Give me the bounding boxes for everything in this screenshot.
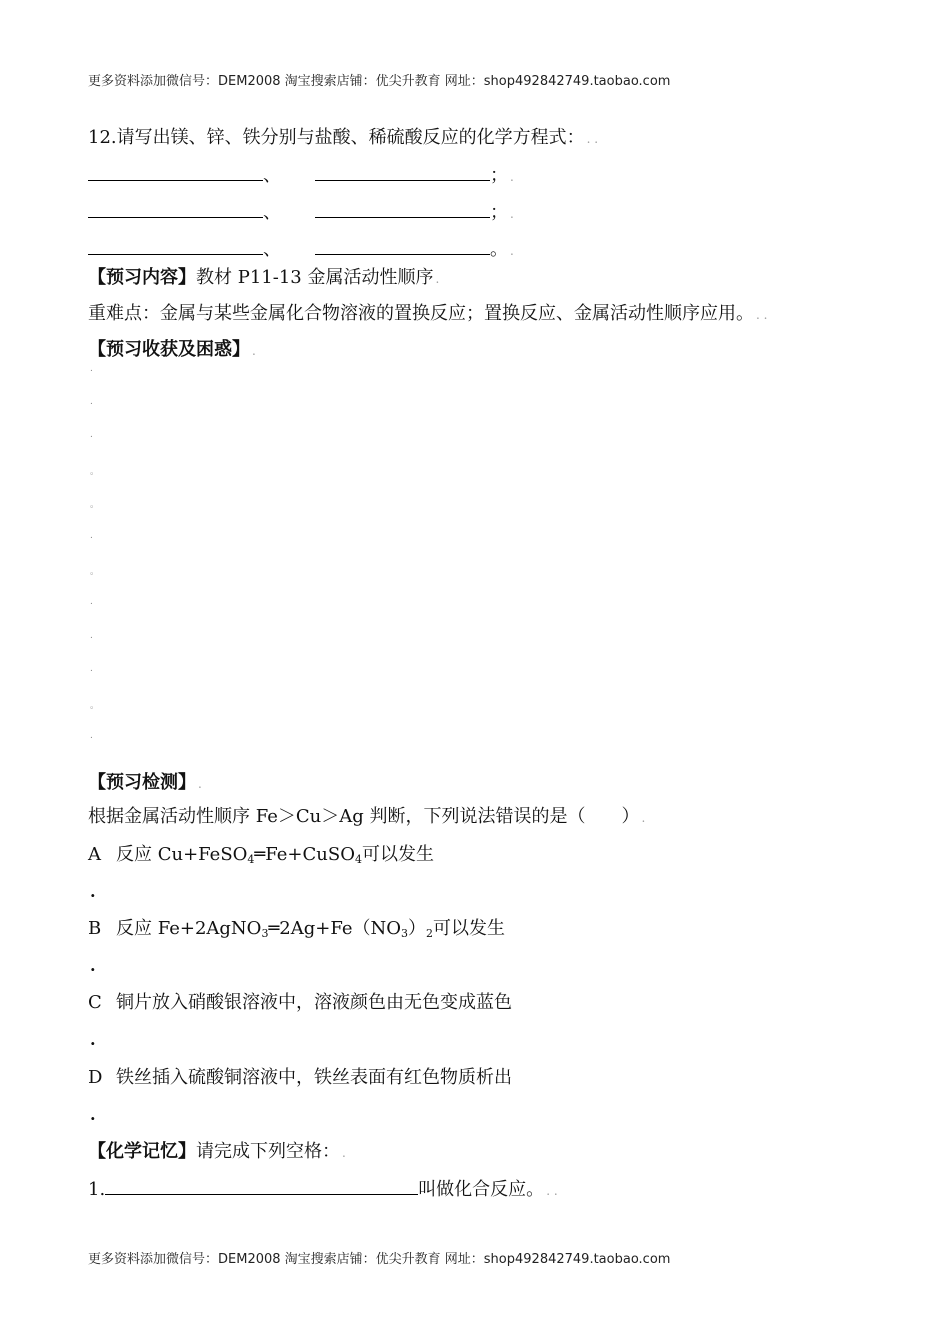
blank-separator: 、	[263, 165, 281, 186]
subscript: 4	[247, 853, 255, 866]
blank-separator: 、	[263, 239, 281, 260]
option-letter: D	[88, 1067, 103, 1088]
para-mark: . .	[546, 1184, 558, 1198]
empty-para-mark: 。	[90, 500, 100, 510]
memory-item-number: 1.	[88, 1179, 106, 1200]
option-dot: .	[90, 956, 96, 975]
memory-item-1	[88, 1176, 558, 1203]
key-points	[88, 302, 767, 327]
subscript: 3	[261, 927, 269, 940]
row-end-mark: 。	[490, 239, 508, 260]
option-text: ═2Ag+Fe（NO	[268, 918, 402, 939]
empty-para-mark: .	[90, 597, 93, 607]
answer-row-1	[88, 162, 514, 189]
para-mark: . .	[586, 132, 599, 146]
answer-row-2	[88, 199, 514, 226]
check-question	[88, 805, 645, 830]
check-label: 【预习检测】	[88, 772, 196, 793]
option-text: 铜片放入硝酸银溶液中，溶液颜色由无色变成蓝色	[116, 992, 512, 1013]
answer-row-3	[88, 236, 514, 263]
empty-para-mark: .	[90, 397, 93, 407]
row-end-mark: ；	[490, 165, 508, 186]
option-d[interactable]	[88, 1066, 512, 1090]
option-text: 反应 Fe+2AgNO	[116, 918, 262, 939]
empty-para-mark: .	[90, 531, 93, 541]
answer-blank[interactable]	[315, 162, 490, 181]
para-mark: .	[252, 344, 256, 358]
option-letter: C	[88, 992, 102, 1013]
answer-blank[interactable]	[315, 199, 490, 218]
preview-content-text: 教材 P11-13 金属活动性顺序	[196, 267, 434, 288]
option-text: 可以发生	[433, 918, 506, 939]
option-dot: .	[90, 1105, 96, 1124]
option-b[interactable]	[88, 917, 505, 946]
para-mark: .	[510, 207, 514, 221]
empty-para-mark: .	[90, 430, 93, 440]
gains-heading	[88, 338, 256, 363]
option-text: 反应 Cu+FeSO	[116, 844, 248, 865]
option-letter: B	[88, 918, 102, 939]
empty-para-mark: .	[90, 664, 93, 674]
answer-blank[interactable]	[88, 199, 263, 218]
subscript: 4	[354, 853, 362, 866]
option-c[interactable]	[88, 991, 512, 1015]
subscript: 2	[426, 927, 434, 940]
memory-text: 请完成下列空格：	[196, 1141, 340, 1162]
answer-blank[interactable]	[315, 236, 490, 255]
empty-para-mark: 。	[90, 467, 100, 477]
answer-blank[interactable]	[88, 162, 263, 181]
memory-heading	[88, 1140, 346, 1165]
option-text: 可以发生	[361, 844, 434, 865]
page-header: 更多资料添加微信号：DEM2008 淘宝搜索店铺：优尖升教育 网址：shop492842749.taobao.com	[88, 74, 671, 89]
preview-content-label: 【预习内容】	[88, 267, 196, 288]
para-mark: . .	[756, 308, 768, 322]
preview-content	[88, 266, 439, 291]
para-mark: .	[510, 244, 514, 258]
page-footer: 更多资料添加微信号：DEM2008 淘宝搜索店铺：优尖升教育 网址：shop492842749.taobao.com	[88, 1252, 671, 1267]
option-dot: .	[90, 882, 96, 901]
empty-para-mark: .	[90, 731, 93, 741]
para-mark: .	[198, 777, 202, 791]
key-points-text: 重难点：金属与某些金属化合物溶液的置换反应；置换反应、金属活动性顺序应用。	[88, 303, 754, 324]
option-text: ）	[408, 918, 427, 939]
option-dot: .	[90, 1030, 96, 1049]
option-a[interactable]	[88, 843, 434, 872]
memory-label: 【化学记忆】	[88, 1141, 196, 1162]
memory-item-tail: 叫做化合反应。	[418, 1179, 545, 1200]
subscript: 3	[401, 927, 409, 940]
empty-para-mark: 。	[90, 701, 100, 711]
gains-label: 【预习收获及困惑】	[88, 339, 250, 360]
check-question-text: 根据金属活动性顺序 Fe＞Cu＞Ag 判断，下列说法错误的是（ ）	[88, 806, 640, 827]
option-letter: A	[88, 844, 101, 865]
empty-para-mark: .	[90, 364, 93, 374]
empty-para-mark: 。	[90, 567, 100, 577]
para-mark: .	[510, 170, 514, 184]
question-12-prompt: 12.请写出镁、锌、铁分别与盐酸、稀硫酸反应的化学方程式：	[88, 127, 585, 148]
empty-para-mark: .	[90, 631, 93, 641]
option-text: 铁丝插入硫酸铜溶液中，铁丝表面有红色物质析出	[116, 1067, 512, 1088]
para-mark: .	[342, 1146, 346, 1160]
para-mark: .	[641, 811, 646, 825]
option-text: ═Fe+CuSO	[254, 844, 355, 865]
row-end-mark: ；	[490, 202, 508, 223]
check-heading	[88, 771, 202, 796]
answer-blank[interactable]	[88, 236, 263, 255]
question-12	[88, 126, 598, 151]
blank-separator: 、	[263, 202, 281, 223]
para-mark: .	[435, 272, 440, 286]
answer-blank[interactable]	[105, 1176, 418, 1195]
